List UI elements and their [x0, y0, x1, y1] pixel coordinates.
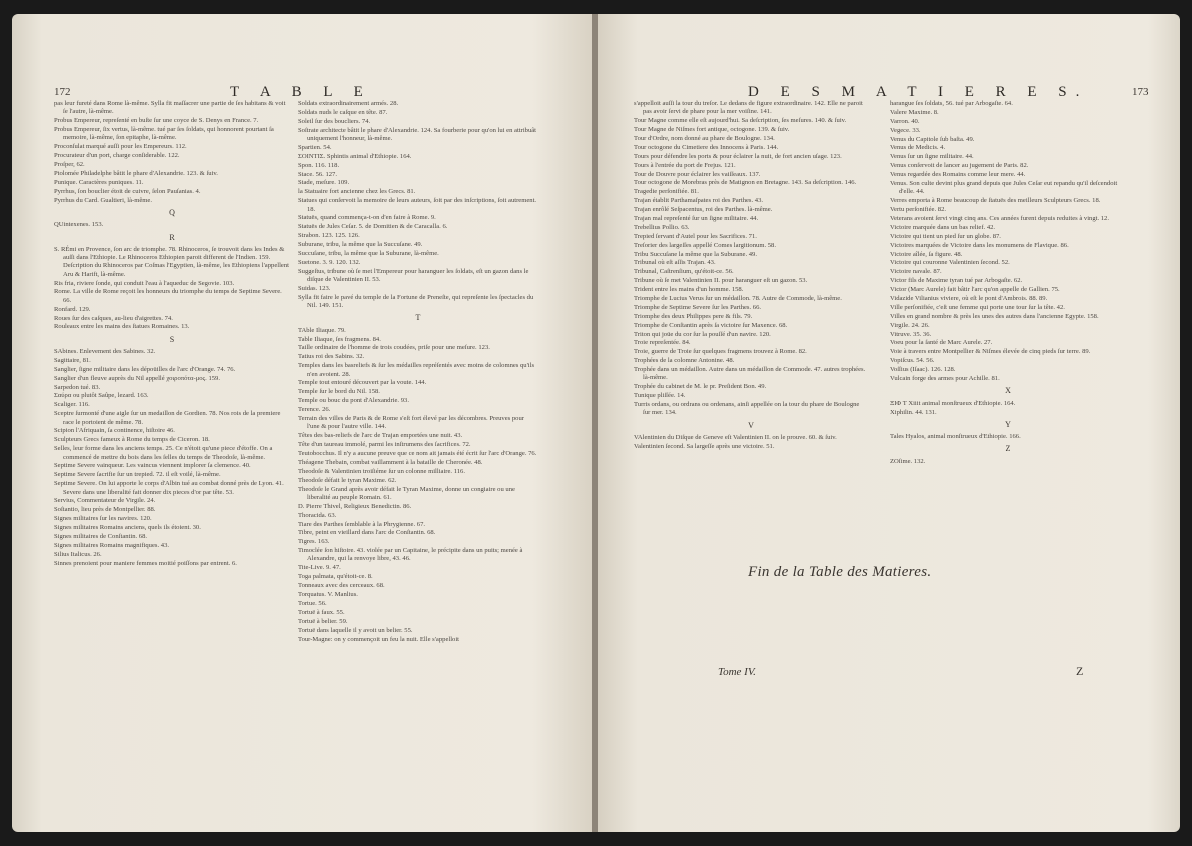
index-entry: S. RÉmi en Provence, ſon arc de triomphe. 78. Rhinoceros, ſe trouvoit dans les Indes & auſſi dans l'Ethiopie. Le Rhinoceros Ethiopien paroit different de l'Indien. 159. Deſcription du Rhinoceros par Coſmas l'Egyptien, là-même, les Ethiopiens l'appellent Aru & Harift, là-même. [54, 245, 289, 278]
index-entry: la Statuaire fort ancienne chez les Grecs. 81. [298, 188, 416, 196]
index-entry: Venus de Medicis. 4. [890, 144, 946, 152]
index-entry: Tours pour défendre les ports & pour éclairer la nuit, de fort ancien uſage. 123. [634, 152, 842, 160]
index-entry: Stade, meſure. 109. [298, 179, 350, 187]
index-entry: Suggeſtus, tribune où ſe met l'Empereur pour haranguer les ſoldats, eſt un gazon dans le diſque de Valentinien II. 53. [298, 267, 529, 284]
index-entry: Suidas. 123. [298, 284, 331, 292]
index-entry: Ronfard. 129. [54, 305, 91, 313]
index-entry: Trebellius Pollio. 63. [634, 223, 690, 231]
index-entry: Tortuë à faux. 55. [298, 608, 345, 616]
index-entry: Soldats extraordinairement armés. 28. [298, 100, 399, 107]
colophon: Fin de la Table des Matieres. [748, 564, 932, 580]
index-entry: Roues ſur des caſques, au-lieu d'aigrettes. 74. [54, 314, 173, 322]
index-entry: Tours à l'entrée du port de Frejus. 121. [634, 161, 736, 169]
index-entry: pas leur fureté dans Rome là-même. Sylla fit maſſacrer une partie de ſes habitans & voit ſe l'autre, là-même. [54, 100, 286, 116]
index-entry: Suetone. 3. 9. 120. 132. [298, 258, 361, 266]
index-entry: Vopiſcus. 54. 56. [890, 357, 935, 365]
index-entry: Tribu Succuſane la même que la Suburane. 49. [634, 250, 757, 258]
volume-label: Tome IV. [718, 666, 756, 678]
index-entry: Proconſulat marqué auſſi pour les Empereurs. 112. [54, 143, 187, 151]
index-entry: Thoracida. 63. [298, 511, 337, 519]
index-entry: Temple ſur le bord du Nil. 158. [298, 388, 380, 396]
index-entry: Stace. 56. 127. [298, 170, 338, 178]
index-entry: Veterans avoient ſervi vingt cinq ans. Ces années furent depuis reduites à vingt. 12. [890, 214, 1110, 222]
index-entry: Vegece. 33. [890, 126, 921, 134]
index-entry: Signes militaires de Conſtantin. 68. [54, 532, 148, 540]
index-entry: Valentinien ſecond. Sa largeſſe après une victoire. 51. [634, 442, 775, 450]
index-entry: Torquatus. V. Manlius. [298, 591, 358, 599]
index-entry: Tibre, peint en vieillard dans l'arc de Conſtantin. 68. [298, 529, 436, 537]
index-entry: harangue ſes ſoldats, 56. tué par Arbogaſte. 64. [890, 100, 1013, 107]
index-entry: Rouleaux entre les mains des ſtatues Romaines. 13. [54, 323, 190, 331]
index-entry: Triton qui joüe du cor ſur la pouſſé d'un navire. 120. [634, 330, 771, 338]
section-letter: X [1005, 386, 1011, 396]
index-entry: Scaliger. 116. [54, 401, 90, 409]
left-page [12, 14, 592, 832]
index-entry: Trepied ſervant d'Autel pour les Sacrifices. 71. [634, 232, 757, 240]
right-page [598, 14, 1180, 832]
index-entry: Soſtantio, lieu près de Montpellier. 88. [54, 506, 156, 514]
index-entry: Triomphe des deux Philippes pere & fils. 79. [634, 312, 753, 320]
index-entry: Venus regardée des Romains comme leur mere. 44. [890, 171, 1026, 179]
section-letter: Z [1005, 444, 1011, 454]
index-entry: Taille ordinaire de l'homme de trois coudées, priſe pour une meſure. 123. [298, 344, 490, 352]
index-entry: Succuſane, tribu, la même que la Suburane, là-même. [298, 249, 439, 257]
index-entry: SAbines. Enlevement des Sabines. 32. [54, 348, 156, 356]
index-entry: Sinnes prenoient pour maniere femmes moitié poiſſons par entrent. 6. [54, 559, 237, 567]
index-entry: Victor fils de Maxime tyran tué par Arbogaſte. 62. [890, 277, 1023, 285]
index-entry: Tour octogone de Morebras près de Matignon en Bretagne. 143. Sa deſcription. 146. [634, 179, 857, 187]
index-entry: Soldats nuds le caſque en tête. 87. [298, 108, 388, 116]
index-entry: Soſtrate architecte bâtit le phare d'Alexandrie. 124. Sa fourberie pour qu'on lui en attribuât uniquement l'honneur, là-même. [298, 126, 537, 142]
index-entry: Theodoſe défait le tyran Maxime. 62. [298, 476, 397, 484]
index-column-1 [54, 100, 290, 569]
index-entry: Voie à travers entre Montpellier & Niſmes élevée de cinq pieds ſur terre. 89. [890, 348, 1091, 356]
index-entry: Trajan établit Parthamaſpates roi des Parthes. 43. [634, 197, 764, 205]
page-number: 173 [1132, 86, 1149, 98]
index-entry: Tribune où ſe met Valentinien II. pour haranguer eſt un gazon. 53. [634, 277, 808, 285]
index-entry: Venus du Capitole ſub baſta. 49. [890, 135, 975, 143]
index-entry: Suburane, tribu, la même que la Succuſane. 49. [298, 241, 423, 249]
index-entry: Vertu perſonifiée. 82. [890, 206, 947, 214]
index-entry: Theodoſe & Valentinien troiſiéme ſur un colonne milliaire. 116. [298, 467, 465, 475]
index-entry: Tour Magne comme elle eſt aujourd'hui. Sa deſcription, ſes meſures. 140. & ſuiv. [634, 117, 847, 125]
open-book [12, 14, 1180, 832]
index-entry: Silius Italicus. 26. [54, 550, 102, 558]
index-entry: Septime Severe ſacrifie ſur un trepied. 72. il eſt voilé, là-même. [54, 471, 221, 479]
index-column-1 [634, 100, 868, 452]
index-entry: Terence. 26. [298, 406, 331, 414]
index-entry: Tatius roi des Sabins. 32. [298, 353, 365, 361]
index-entry: Temple ou bouc du pont d'Alexandrie. 93. [298, 397, 409, 405]
index-entry: Terrain des villes de Paris & de Rome s'eſt fort élevé par les décombres. Preuves pour l'une & pour l'autre ville. 144. [298, 415, 524, 431]
index-entry: Tortuë dans laquelle il y avoit un belier. 55. [298, 626, 413, 634]
index-entry: Triomphe de Lucius Verus ſur un médaillon. 78. Autre de Commode, là-même. [634, 295, 842, 302]
index-entry: Tunique pliſſée. 14. [634, 392, 686, 400]
index-entry: Sceptre ſurmonté d'une aigle ſur un medaillon de Gordien. 78. Nos rois de la premiere race le portoient de même. 78. [54, 410, 281, 426]
index-entry: Rome. La ville de Rome reçoit les honneurs du triomphe du temps de Septime Severe. 66. [54, 288, 282, 304]
index-entry: Sanglier d'un fleuve auprès du Nil appellé χοιροπότα-μος. 159. [54, 374, 220, 382]
index-entry: Spon. 116. 118. [298, 161, 340, 169]
running-head: D E S M A T I E R E S. [748, 84, 1089, 100]
index-entry: Trophée du cabinet de M. le pr. Preſident Bon. 49. [634, 383, 767, 391]
index-entry: Tour Magne de Niſmes fort antique, octogone. 139. & ſuiv. [634, 126, 790, 134]
index-entry: Tales Hyalos, animal monſtrueux d'Ethiopie. 166. [890, 433, 1021, 441]
index-entry: Treſorier des largeſſes appellé Comes largitionum. 58. [634, 241, 776, 249]
index-entry: Trophées de la colomne Antonine. 48. [634, 357, 735, 365]
index-entry: Statuës, quand commença-t-on d'en faire à Rome. 9. [298, 214, 436, 222]
section-letter: R [169, 232, 175, 242]
index-entry: Victoires marquées de Victoire dans les monumens de Flavique. 86. [890, 241, 1069, 249]
index-column-2 [890, 100, 1126, 467]
page-number: 172 [54, 86, 71, 98]
section-letter: Q [169, 207, 175, 217]
section-letter: T [415, 313, 421, 323]
index-entry: Pyrrhus, ſon bouclier étoit de cuivre, ſelon Pauſanias. 4. [54, 187, 201, 195]
index-entry: Virgile. 24. 26. [890, 321, 930, 329]
index-entry: Theodoſe le Grand après avoir défait le Tyran Maxime, donne un congiaire ou une liberalité au peuple Romain. 61. [298, 485, 515, 501]
index-entry: Sarpedon tué. 83. [54, 383, 101, 391]
index-entry: Victoire aîlée, ſa figure. 48. [890, 250, 963, 258]
index-entry: Valere Maxime. 8. [890, 108, 939, 116]
index-entry: Venus conſervoit de lancer au jugement de Paris. 82. [890, 162, 1029, 170]
index-entry: D. Pierre Thivel, Religieux Benedictin. 86. [298, 502, 412, 510]
index-entry: Pyrrhus du Card. Gualtieri, là-même. [54, 196, 152, 204]
signature-mark: Z [1076, 664, 1084, 678]
index-entry: Tigres. 163. [298, 538, 330, 546]
index-entry: Servius, Commentateur de Virgile. 24. [54, 497, 156, 505]
index-entry: Trophée dans un médaillon. Autre dans un médaillon de Commode. 47. autres trophées. là-même. [634, 366, 866, 382]
index-entry: Tite-Live. 9. 47. [298, 564, 341, 572]
index-entry: Sculpteurs Grecs fameux à Rome du temps de Ciceron. 18. [54, 436, 210, 444]
index-entry: Voſſius (Iſaac). 126. 128. [890, 366, 956, 374]
index-entry: Septime Severe vainqueur. Les vaincus viennent implorer ſa clemence. 40. [54, 462, 251, 470]
index-entry: Ville perſonifiée, c'eſt une femme qui porte une tour ſur la tête. 42. [890, 303, 1065, 311]
index-entry: Triomphe de Septime Severe ſur les Parthes. 66. [634, 303, 762, 311]
index-entry: Tour de Douvre pour éclairer les vaiſſeaux. 137. [634, 170, 761, 178]
index-entry: VAlentinien du Diſque de Geneve eſt Valentinien II. on le prouve. 60. & ſuiv. [634, 433, 837, 441]
index-entry: Toga palmata, qu'étoit-ce. 8. [298, 573, 373, 581]
index-entry: Sylla fit faire le pavé du temple de la Fortune de Preneſte, qui repreſente les ſpectacles du Nil. 149. 151. [298, 293, 534, 310]
index-entry: Ptolomée Philadelphe bâtit le phare d'Alexandrie. 123. & ſuiv. [54, 169, 218, 177]
running-head: T A B L E [230, 84, 372, 100]
index-entry: Troie repreſentée. 84. [634, 339, 691, 347]
index-entry: ΣΟΙΝΤΙΣ. Sphintis animal d'Ethiopie. 164. [298, 152, 412, 160]
index-entry: Proſper, 62. [54, 161, 85, 169]
index-entry: Venus ſur un ſigne militaire. 44. [890, 153, 974, 161]
index-entry: Tortue. 56. [298, 599, 327, 607]
index-entry: Vitruve. 35. 36. [890, 330, 932, 338]
index-entry: Tiare des Parthes ſemblable à la Phrygienne. 67. [298, 520, 426, 528]
index-entry: Temples dans les basreliefs & ſur les médailles repréſentés avec moins de colomnes qu'ils n'en avoient. 28. [298, 362, 535, 378]
section-letter: V [748, 420, 754, 430]
index-entry: Tour d'Ordre, nom donné au phare de Boulogne. 134. [634, 134, 775, 142]
index-entry: Tribunal où eſt aſſis Trajan. 43. [634, 259, 716, 267]
index-entry: Varron. 40. [890, 117, 920, 125]
index-entry: Troie, guerre de Troie ſur quelques fragmens trouvez à Rome. 82. [634, 348, 807, 356]
index-entry: Trajan mal repreſenté ſur un ſigne militaire. 44. [634, 214, 759, 222]
index-entry: Théagene Thebain, combat vaillamment à la bataille de Cheronée. 48. [298, 458, 483, 466]
index-entry: ZOſime. 132. [890, 457, 926, 465]
index-entry: Tortuë à belier. 59. [298, 617, 348, 625]
index-entry: Statuës de Jules Ceſar. 5. de Domitien & de Caracalla. 6. [298, 223, 448, 231]
index-entry: Xiphilin. 44. 131. [890, 408, 937, 416]
index-entry: Sanglier, ſigne militaire dans les dépoüilles de l'arc d'Orange. 74. 76. [54, 365, 236, 373]
index-entry: Triomphe de Conſtantin après ſa victoire ſur Maxence. 68. [634, 321, 788, 329]
index-entry: s'appelloit auſſi la tour du treſor. Le dedans de figure extraordinaire. 142. Elle ne paroit pas avoir ſervi de phare pour la mer voiſine. 141. [634, 100, 863, 116]
index-entry: Vulcain forge des armes pour Achille. 81. [890, 375, 1000, 383]
index-entry: Scipion l'Afriquain, ſa continence, hiſtoire 46. [54, 427, 175, 435]
index-entry: Procurateur d'un port, charge conſiderable. 122. [54, 152, 180, 160]
index-entry: Sagittaire, 81. [54, 356, 91, 364]
index-entry: Probus Empereur, ſix vertus, là-même. tué par ſes ſoldats, qui honnorent pourtant ſa memoire, là-même, ſon epitaphe, là-même. [54, 126, 274, 142]
index-entry: Statues qui conſervoit la memoire de leurs auteurs, ſoit par des inſcriptions, ſoit autrement. 18. [298, 197, 537, 213]
index-entry: Tonneaux avec des cerceaux. 68. [298, 582, 385, 590]
index-entry: Tour-Magne: on y commençoit un feu la nuit. Elle s'appelloit [298, 635, 460, 643]
index-entry: Ris fria, riviere ſonde, qui conduit l'eau à l'aqueduc de Segovie. 103. [54, 279, 235, 287]
index-entry: Timoclée ſon hiſtoire. 43. violée par un Capitaine, le précipite dans un puits; menée à Alexandre, qui la renvoye libre, 43. 46. [298, 547, 523, 563]
index-entry: Victoire qui couronne Valentinien ſecond. 52. [890, 259, 1010, 267]
index-entry: Spartien. 54. [298, 143, 332, 151]
index-entry: ΞΙΦ Τ Xiiit animal monſtrueux d'Ethiopie. 164. [890, 399, 1016, 407]
section-letter: Y [1005, 419, 1011, 429]
index-entry: Selles, leur forme dans les anciens temps. 25. Ce n'étoit qu'une piece d'étoffe. On a commencé de mettre du bois dans les ſelles du temps de Theodoſe, là-même. [54, 445, 273, 461]
index-entry: Verres emporta à Rome beaucoup de ſtatuës des meilleurs Sculpteurs Grecs. 18. [890, 197, 1101, 205]
index-entry: Signes militaires Romains anciens, quels ils étoient. 30. [54, 524, 201, 532]
index-entry: Strabon. 123. 125. 126. [298, 232, 360, 240]
index-entry: Signes militaires ſur les navires. 120. [54, 515, 152, 523]
index-entry: Temple tout entouré découvert par la voute. 144. [298, 379, 427, 387]
index-entry: Signes militaires Romains magnifiques. 43. [54, 541, 170, 549]
index-entry: Teutobocchus. Il n'y a aucune preuve que ce nom ait jamais été écrit ſur l'arc d'Orange. 76. [298, 449, 537, 457]
index-entry: Voeu pour la ſanté de Marc Aurele. 27. [890, 339, 993, 347]
index-entry: Probus Empereur, repreſenté en buſte ſur une coyce de S. Denys en France. 7. [54, 117, 259, 125]
index-entry: Punique. Caractères puniques. 11. [54, 178, 144, 186]
index-entry: Vidazide Vilianius viviere, où eſt le pont d'Ambrois. 88. 89. [890, 295, 1048, 302]
index-entry: TAble Iliaque. 79. [298, 326, 346, 334]
index-entry: Villes en grand nombre & près les unes des autres dans l'ancienne Egypte. 158. [890, 312, 1099, 320]
index-entry: Venus. Son culte devint plus grand depuis que Jules Ceſar eut repandu qu'il deſcendoit d'elle. 44. [890, 180, 1118, 196]
index-entry: Tragedie perſonifiée. 81. [634, 188, 699, 196]
index-entry: Σαύρα ou plutôt Saûpe, lezard. 163. [54, 392, 149, 400]
index-entry: Victoire qui tient un pied ſur un globe. 87. [890, 232, 1001, 240]
index-entry: Table Iliaque, ſes fragmens. 84. [298, 335, 381, 343]
index-entry: Soleil ſur des boucliers. 74. [298, 117, 371, 125]
index-entry: Trident entre les mains d'un homme. 158. [634, 286, 744, 294]
index-entry: Victoire marquée dans un bas relief. 42. [890, 223, 996, 231]
index-column-2 [298, 100, 538, 644]
index-entry: Victor (Marc Aurele) fait bâtir l'arc qu'on appelle de Gallien. 75. [890, 286, 1060, 294]
section-letter: S [169, 334, 175, 344]
index-entry: Septime Severe. On lui apporte le corps d'Albin tué au combat donné près de Lyon. 41. Severe dans une liberalité fait donner dix pieces d'or par tête. 53. [54, 480, 284, 496]
index-entry: Turris ordans, ou ordrans ou ordenans, ainſi appellée on la tour du phare de Boulogne ſur mer. 134. [634, 401, 860, 417]
index-entry: Têtes des bas-reliefs de l'arc de Trajan emportées une nuit. 43. [298, 432, 463, 440]
index-entry: QUintexenes. 153. [54, 221, 104, 229]
index-entry: Tour octogone du Cimetiere des Innocens à Paris. 144. [634, 143, 779, 151]
index-entry: Tribunal, Caſtrenſium, qu'étoit-ce. 56. [634, 268, 734, 276]
index-entry: Trajan enrôlé Seſpacentus, roi des Parthes. là-même. [634, 206, 773, 214]
index-entry: Victoire navale. 87. [890, 268, 942, 276]
index-entry: Tête d'un taureau immolé, parmi les inſtrumens des ſacrifices. 72. [298, 441, 471, 449]
